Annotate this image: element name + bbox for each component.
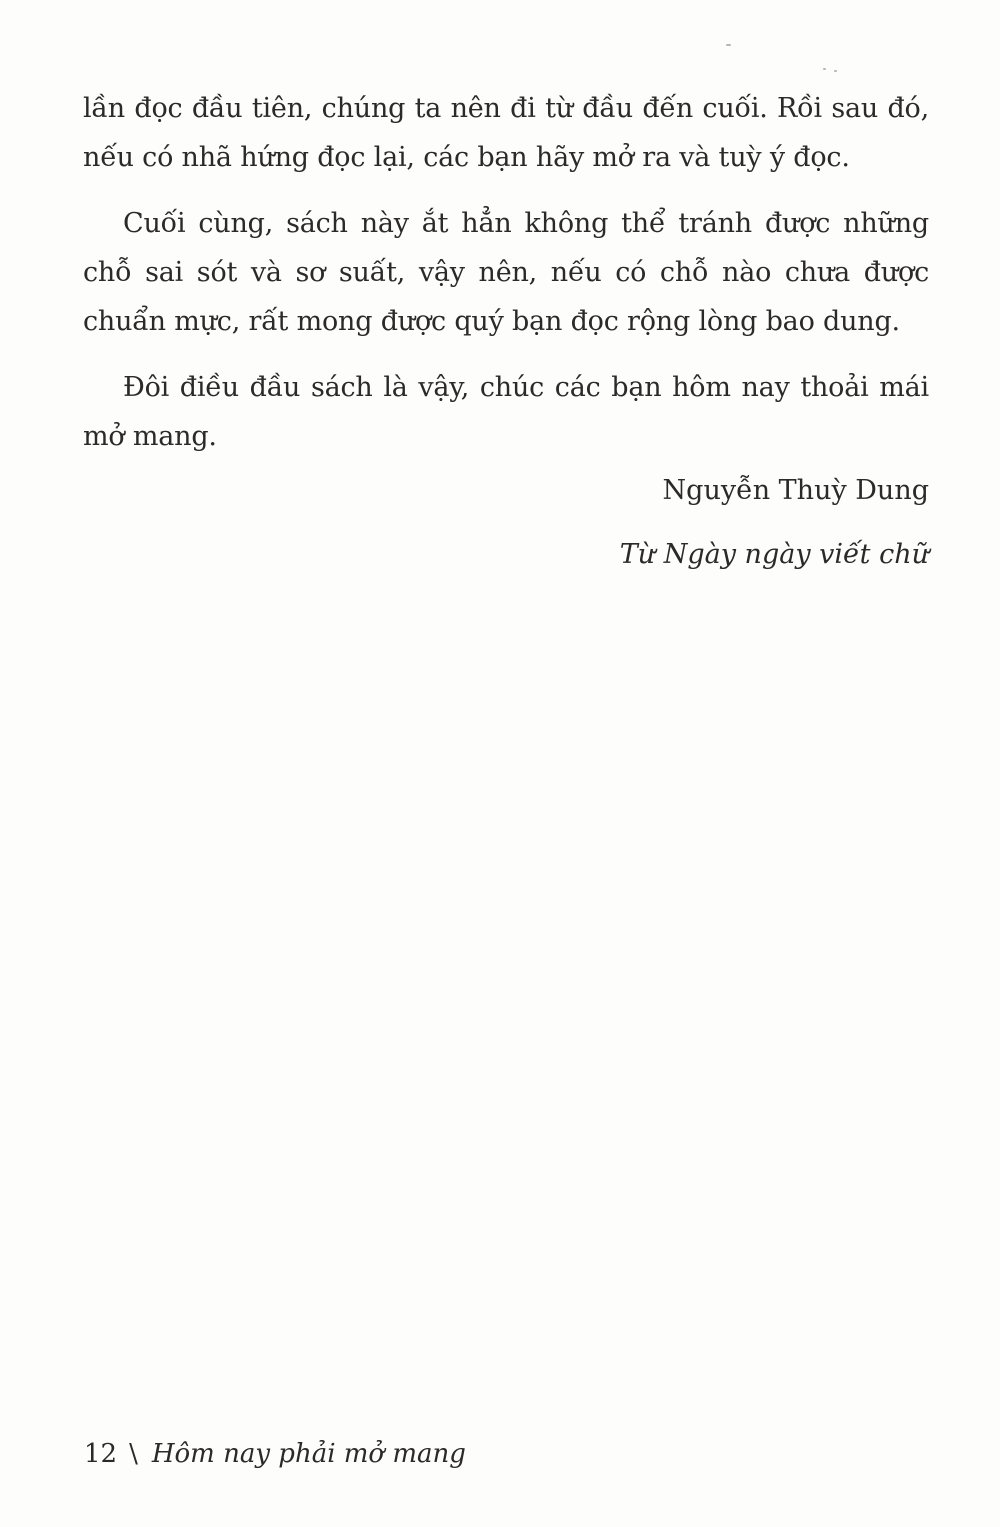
- signature-source: Từ Ngày ngày viết chữ: [619, 539, 929, 570]
- print-speck: [823, 68, 826, 70]
- footer-separator: \: [129, 1439, 138, 1469]
- body-text: [83, 84, 929, 478]
- signature-block: [620, 476, 929, 570]
- paragraph-continued: lần đọc đầu tiên, chúng ta nên đi từ đầu đến cuối. Rồi sau đó, nếu có nhã hứng đọc lại, các bạn hãy mở ra và tuỳ ý đọc.: [83, 93, 929, 173]
- print-speck: [834, 70, 837, 72]
- author-name: Nguyễn Thuỳ Dung: [662, 475, 929, 506]
- paragraph-closing-apology: Cuối cùng, sách này ắt hẳn không thể tránh được những chỗ sai sót và sơ suất, vậy nên, nếu có chỗ nào chưa được chuẩn mực, rất mong được quý bạn đọc rộng lòng bao dung.: [83, 208, 929, 337]
- page-footer: [84, 1436, 466, 1472]
- paragraph-farewell: Đôi điều đầu sách là vậy, chúc các bạn hôm nay thoải mái mở mang.: [83, 372, 929, 452]
- page-number: 12: [84, 1439, 118, 1469]
- running-book-title: Hôm nay phải mở mang: [151, 1439, 466, 1469]
- print-speck: [726, 44, 731, 46]
